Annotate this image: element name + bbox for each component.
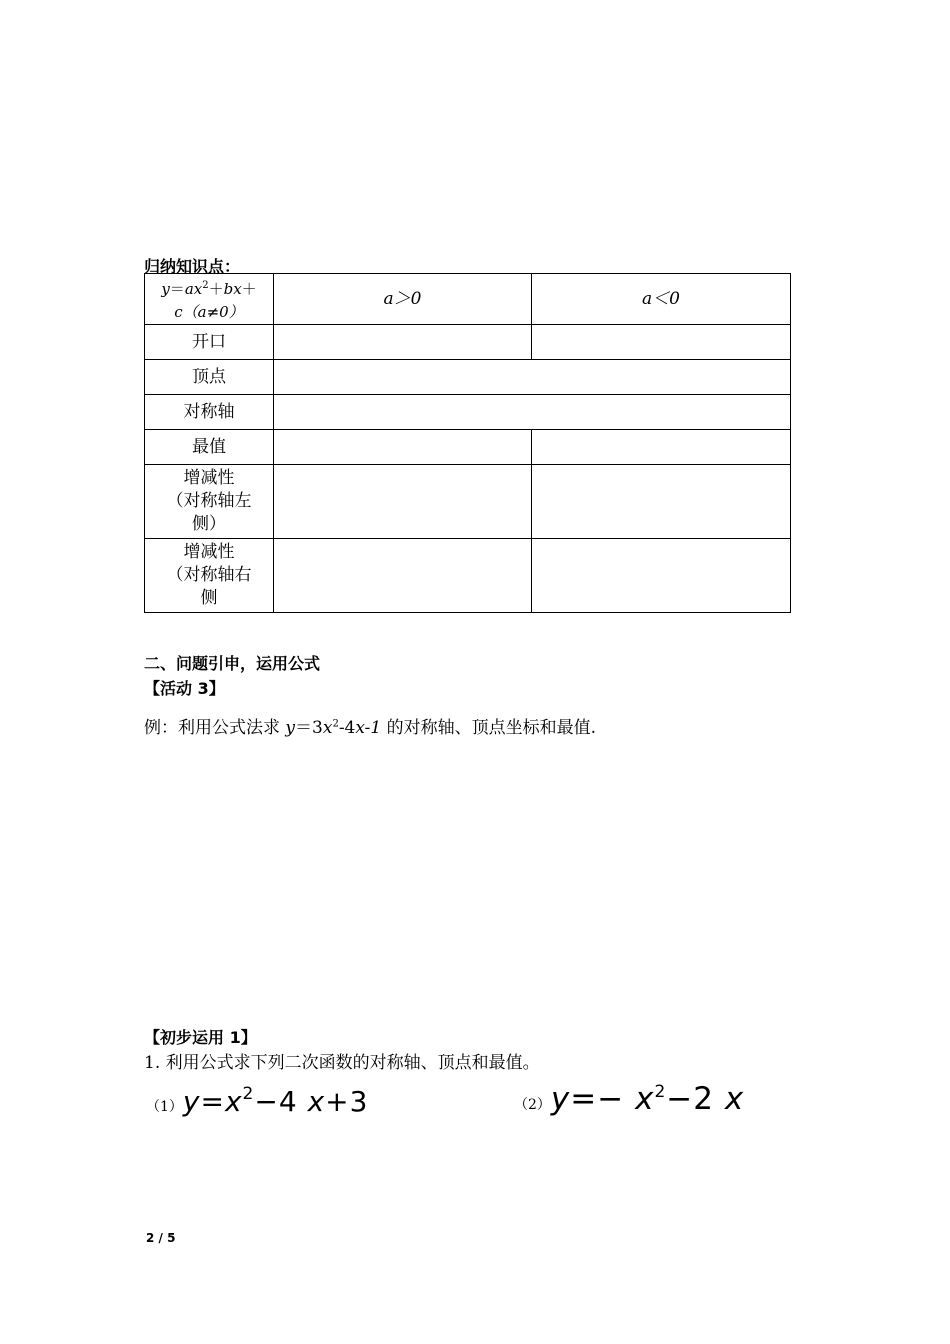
row-label-monotonic-left: 增减性 （对称轴左 侧） <box>145 465 274 539</box>
row-label-vertex: 顶点 <box>145 360 274 395</box>
item-2-formula: $y=- x^2-2$ x <box>550 1081 745 1117</box>
row-label-axis: 对称轴 <box>145 395 274 430</box>
row-label-monotonic-right: 增减性 （对称轴右 侧 <box>145 539 274 613</box>
row-label-opening: 开口 <box>145 325 274 360</box>
table-row <box>145 539 791 613</box>
item-1-label: （1） <box>146 1099 183 1115</box>
table-header-row <box>145 274 791 325</box>
activity-label: 【活动 3】 <box>144 679 225 698</box>
practice-item-1 <box>146 1084 368 1118</box>
practice-instruction: 1. 利用公式求下列二次函数的对称轴、顶点和最值。 <box>144 1053 540 1073</box>
cell-opening-neg[interactable] <box>532 325 791 360</box>
cell-monotonic-right-pos[interactable] <box>274 539 532 613</box>
table-row <box>145 360 791 395</box>
cell-axis[interactable] <box>274 395 791 430</box>
row-label-extremum: 最值 <box>145 430 274 465</box>
header-a-negative: a＜0 <box>532 274 791 325</box>
header-a-positive: a＞0 <box>274 274 532 325</box>
table-row <box>145 325 791 360</box>
table-row <box>145 430 791 465</box>
header-formula-cell: $y=ax^2+bx+$ c（a≠0） <box>145 274 274 325</box>
part2-heading: 二、问题引申，运用公式 <box>144 654 321 673</box>
item-1-formula: $y=x^2-4$ x+3 <box>182 1084 369 1118</box>
cell-monotonic-right-neg[interactable] <box>532 539 791 613</box>
example-problem: 例：利用公式法求 $y=3x^2-4x-1$ 的对称轴、顶点坐标和最值. <box>144 718 597 738</box>
table-row <box>145 465 791 539</box>
page-number: 2 / 5 <box>146 1231 176 1245</box>
cell-extremum-pos[interactable] <box>274 430 532 465</box>
cell-monotonic-left-pos[interactable] <box>274 465 532 539</box>
item-2-label: （2） <box>514 1097 551 1113</box>
cell-vertex[interactable] <box>274 360 791 395</box>
table-row <box>145 395 791 430</box>
knowledge-table <box>144 273 791 613</box>
practice-heading: 【初步运用 1】 <box>144 1028 257 1047</box>
cell-extremum-neg[interactable] <box>532 430 791 465</box>
cell-opening-pos[interactable] <box>274 325 532 360</box>
cell-monotonic-left-neg[interactable] <box>532 465 791 539</box>
section-title: 归纳知识点： <box>144 257 241 276</box>
practice-item-2 <box>514 1081 744 1117</box>
